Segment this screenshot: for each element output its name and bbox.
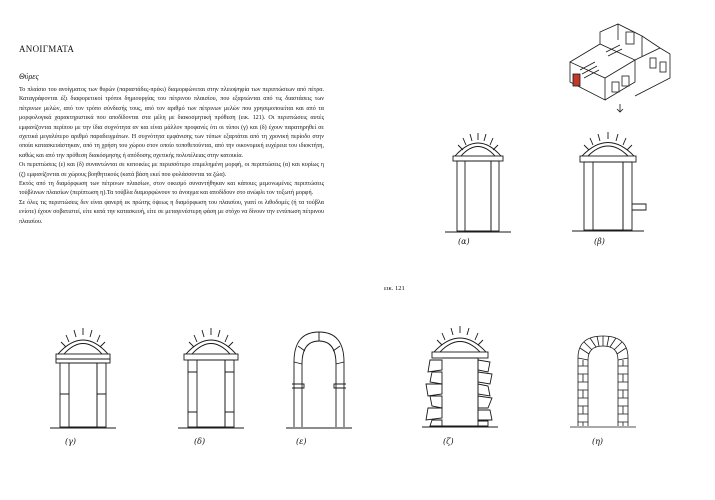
- door-frame-type-d: [176, 324, 246, 434]
- door-frame-type-e: [284, 326, 354, 434]
- figure-label-a: (α): [458, 237, 470, 246]
- door-frame-type-z: [420, 322, 500, 434]
- paragraph: Το πλαίσιο του ανοίγματος των θυρών (παραστάδες-πρέκι) διαμορφώνεται στην πλειοψηφία των περιπτώσεων από πέτρα. Καταγράφονται έξι διαφορετικοί τρόποι δημιουργίας του πέτρινου πλαισίου, που εξαρτώνται από τις διαστάσεις των πέτρινων μελών, από τον τρόπο σύνδεσής τους, από τον αριθμό των πέτρινων μελών που χρησιμοποιείται και από τα μορφολογικά χαρακτηριστικά που αποδίδονται στα μέλη με διακοσμητική πρόθεση (εικ. 121). Οι περιπτώσεις αυτές εμφανίζονται περίπου με την ίδια συχνότητα αν και είναι μάλλον προφανές ότι οι τύποι (γ) και (δ) έχουν παρατηρηθεί σε σχετικά μεγαλύτερο αριθμό παραδειγμάτων. Η συχνότητα εμφάνισης των τύπων εξαρτάται από τη χρονική περίοδο στην οποία κατασκευάστηκαν, από τη χρήση του χώρου στον οποίο τοποθετούνται, από την οικονομική ευχέρεια του ιδιοκτήτη, καθώς και από την πρόθεση διακόσμησης ή απόδοσης σχετικής πολυτέλειας στην κατοικία.: [19, 87, 324, 159]
- figure-label-e: (ε): [296, 437, 307, 446]
- figure-label-d: (δ): [194, 437, 206, 446]
- door-frame-type-a: [443, 128, 513, 238]
- building-key-sketch: [560, 22, 680, 114]
- figure-label-h: (η): [592, 437, 604, 446]
- figure-label-g: (γ): [65, 437, 77, 446]
- subsection-title: Θύρες: [19, 72, 39, 81]
- section-title: ΑΝΟΙΓΜΑΤΑ: [19, 44, 75, 54]
- paragraph: Οι περιπτώσεις (ε) και (δ) συναντώνται σε κατοικίες με περισσότερο επιμελημένη μορφή, οι περιπτώσεις (α) και κυρίως η (ζ) εμφανίζονται σε χώρους βοηθητικούς (κατά βάση εκεί που φυλάσσονται τα ζώα).: [19, 162, 324, 178]
- body-text: [19, 86, 324, 227]
- door-frame-type-b: [568, 126, 648, 238]
- door-frame-type-h: [568, 330, 638, 434]
- figure-label-b: (β): [594, 237, 605, 246]
- figure-label-z: (ζ): [443, 437, 454, 446]
- door-frame-type-g: [48, 324, 118, 434]
- paragraph: Εκτός από τη διαμόρφωση των πέτρινων πλαισίων, στον οικισμό συναντήθηκαν και κάποιες μεμονωμένες περιπτώσεις τούβλινων πλαισίων (περίπτωση η).Τα τούβλα διαμορφώνουν το άνοιγμα και αποδίδουν στο ανώφλι τον τοξωτή μορφή.: [19, 181, 324, 197]
- figure-caption: εικ. 121: [384, 285, 405, 292]
- paragraph: Σε όλες τις περιπτώσεις δεν είναι φανερή εκ πρώτης όψεως η διαμόρφωση του πλαισίου, γιατί οι λιθοδομές (ή τα τούβλα ενίοτε) έχουν σοβατιστεί, είτε κατά την κατασκευή, είτε σε μεταγενέστερη φάση με στόχο να δίνουν την εντύπωση πέτρινου πλαισίου.: [19, 199, 324, 225]
